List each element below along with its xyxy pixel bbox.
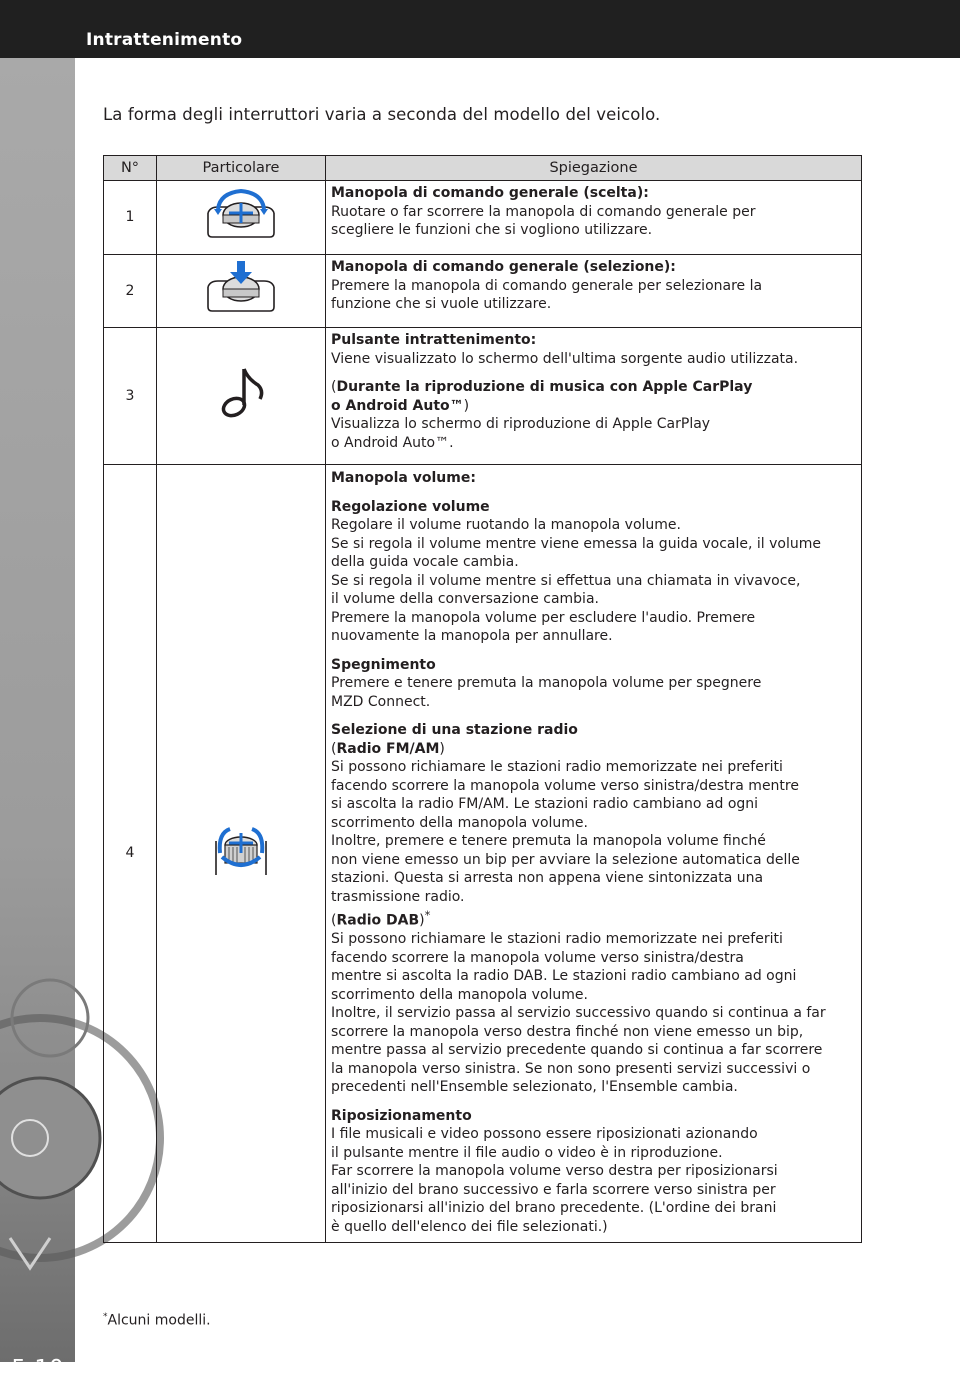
section-title: Selezione di una stazione radio	[331, 722, 578, 738]
desc-line: scegliere le funzioni che si vogliono utilizzare.	[331, 222, 653, 238]
desc-line: o Android Auto™.	[331, 434, 454, 451]
table-row	[104, 255, 862, 328]
desc-line: Viene visualizzato lo schermo dell'ultima sorgente audio utilizzata.	[331, 350, 799, 367]
music-note-icon	[216, 365, 266, 421]
item-title: Pulsante intrattenimento:	[331, 332, 537, 348]
left-sidebar	[0, 58, 75, 1382]
desc-line: il pulsante mentre il file audio o video è in riproduzione.	[331, 1144, 723, 1161]
desc-line: facendo scorrere la manopola volume verso sinistra/destra mentre	[331, 777, 799, 794]
desc-line: stazioni. Questa si arresta non appena viene sintonizzata una	[331, 870, 764, 886]
desc-line: Si possono richiamare le stazioni radio memorizzate nei preferiti	[331, 931, 783, 948]
desc-line: Premere e tenere premuta la manopola volume per spegnere	[331, 675, 762, 691]
desc-line: riposizionarsi all'inizio del brano precedente. (L'ordine dei brani	[331, 1200, 777, 1217]
description-cell	[326, 465, 862, 1243]
footnote-text: Alcuni modelli.	[107, 1312, 211, 1329]
header-desc: Spiegazione	[326, 156, 862, 181]
dashboard-illustration	[0, 938, 75, 1368]
sub-heading: (Radio FM/AM)	[331, 740, 445, 757]
description-cell	[326, 255, 862, 328]
controls-table	[103, 155, 862, 1243]
table-row	[104, 465, 862, 1243]
desc-line: Se si regola il volume mentre si effettua una chiamata in vivavoce,	[331, 572, 801, 589]
desc-line: Si possono richiamare le stazioni radio memorizzate nei preferiti	[331, 759, 783, 775]
desc-line: scorrimento della manopola volume.	[331, 814, 588, 831]
desc-line: precedenti nell'Ensemble selezionato, l'Ensemble cambia.	[331, 1079, 738, 1096]
fm-am-label: Radio FM/AM	[336, 740, 440, 757]
footnote-mark: *	[424, 908, 431, 922]
desc-line: all'inizio del brano successivo e farla scorrere verso sinistra per	[331, 1181, 776, 1198]
table-header-row	[104, 156, 862, 181]
desc-line: Premere la manopola di comando generale per selezionare la	[331, 277, 763, 294]
desc-line: I file musicali e video possono essere riposizionati azionando	[331, 1126, 758, 1143]
section-title: Spegnimento	[331, 656, 436, 673]
footnote-mark: *	[103, 1312, 108, 1322]
dab-label: Radio DAB	[336, 912, 420, 929]
desc-line: Premere la manopola volume per escludere l'audio. Premere	[331, 609, 756, 626]
sub-heading: (Durante la riproduzione di musica con Apple CarPlay	[331, 379, 753, 395]
desc-line: Inoltre, il servizio passa al servizio successivo quando si continua a far	[331, 1005, 826, 1022]
volume-knob-icon	[210, 823, 272, 879]
row-number: 1	[104, 181, 157, 255]
row-number: 3	[104, 328, 157, 465]
footnote	[103, 1312, 211, 1329]
desc-line: il volume della conversazione cambia.	[331, 591, 599, 607]
part-cell	[157, 255, 326, 328]
desc-line: MZD Connect.	[331, 693, 431, 710]
row-number: 4	[104, 465, 157, 1243]
desc-line: Visualizza lo schermo di riproduzione di Apple CarPlay	[331, 416, 711, 432]
part-cell	[157, 328, 326, 465]
description-cell	[326, 181, 862, 255]
section-title: Riposizionamento	[331, 1107, 472, 1124]
desc-line: nuovamente la manopola per annullare.	[331, 628, 613, 644]
desc-line: Se si regola il volume mentre viene emessa la guida vocale, il volume	[331, 535, 821, 552]
description-cell	[326, 328, 862, 465]
page-number: 5-10	[11, 1356, 64, 1382]
desc-line: è quello dell'elenco dei file selezionati.)	[331, 1218, 608, 1235]
desc-line: si ascolta la radio FM/AM. Le stazioni radio cambiano ad ogni	[331, 796, 759, 812]
section-title: Regolazione volume	[331, 498, 490, 515]
part-cell	[157, 181, 326, 255]
sub-title: Durante la riproduzione di musica con Apple CarPlay	[336, 379, 753, 395]
commander-knob-press-icon	[204, 259, 278, 317]
table-row	[104, 181, 862, 255]
table-row	[104, 328, 862, 465]
part-cell	[157, 465, 326, 1243]
desc-line: mentre si ascolta la radio DAB. Le stazioni radio cambiano ad ogni	[331, 968, 797, 985]
item-title: Manopola di comando generale (selezione):	[331, 259, 676, 275]
desc-line: mentre passa al servizio precedente quando si continua a far scorrere	[331, 1042, 823, 1059]
section-title: Intrattenimento	[86, 30, 243, 50]
desc-line: Inoltre, premere e tenere premuta la manopola volume finché	[331, 833, 766, 849]
desc-line: Regolare il volume ruotando la manopola volume.	[331, 517, 681, 533]
desc-line: Ruotare o far scorrere la manopola di comando generale per	[331, 203, 756, 220]
item-title: Manopola di comando generale (scelta):	[331, 185, 649, 201]
desc-line: trasmissione radio.	[331, 888, 465, 905]
intro-text: La forma degli interruttori varia a seconda del modello del veicolo.	[103, 105, 661, 124]
page-header	[0, 0, 960, 58]
commander-knob-rotate-icon	[204, 187, 278, 243]
desc-line: la manopola verso sinistra. Se non sono presenti servizi successivi o	[331, 1060, 811, 1077]
desc-line: Far scorrere la manopola volume verso destra per riposizionarsi	[331, 1163, 778, 1180]
desc-line: non viene emesso un bip per avviare la selezione automatica delle	[331, 851, 800, 868]
desc-line: funzione che si vuole utilizzare.	[331, 296, 552, 312]
desc-line: della guida vocale cambia.	[331, 554, 519, 570]
sub-title: o Android Auto™	[331, 397, 464, 414]
item-title: Manopola volume:	[331, 470, 476, 486]
sub-heading-cont: o Android Auto™)	[331, 397, 470, 414]
header-part: Particolare	[157, 156, 326, 181]
header-num: N°	[104, 156, 157, 181]
row-number: 2	[104, 255, 157, 328]
desc-line: scorrere la manopola verso destra finché non viene emesso un bip,	[331, 1023, 804, 1040]
desc-line: facendo scorrere la manopola volume verso sinistra/destra	[331, 949, 744, 966]
sub-heading: (Radio DAB)*	[331, 908, 431, 929]
desc-line: scorrimento della manopola volume.	[331, 986, 588, 1003]
